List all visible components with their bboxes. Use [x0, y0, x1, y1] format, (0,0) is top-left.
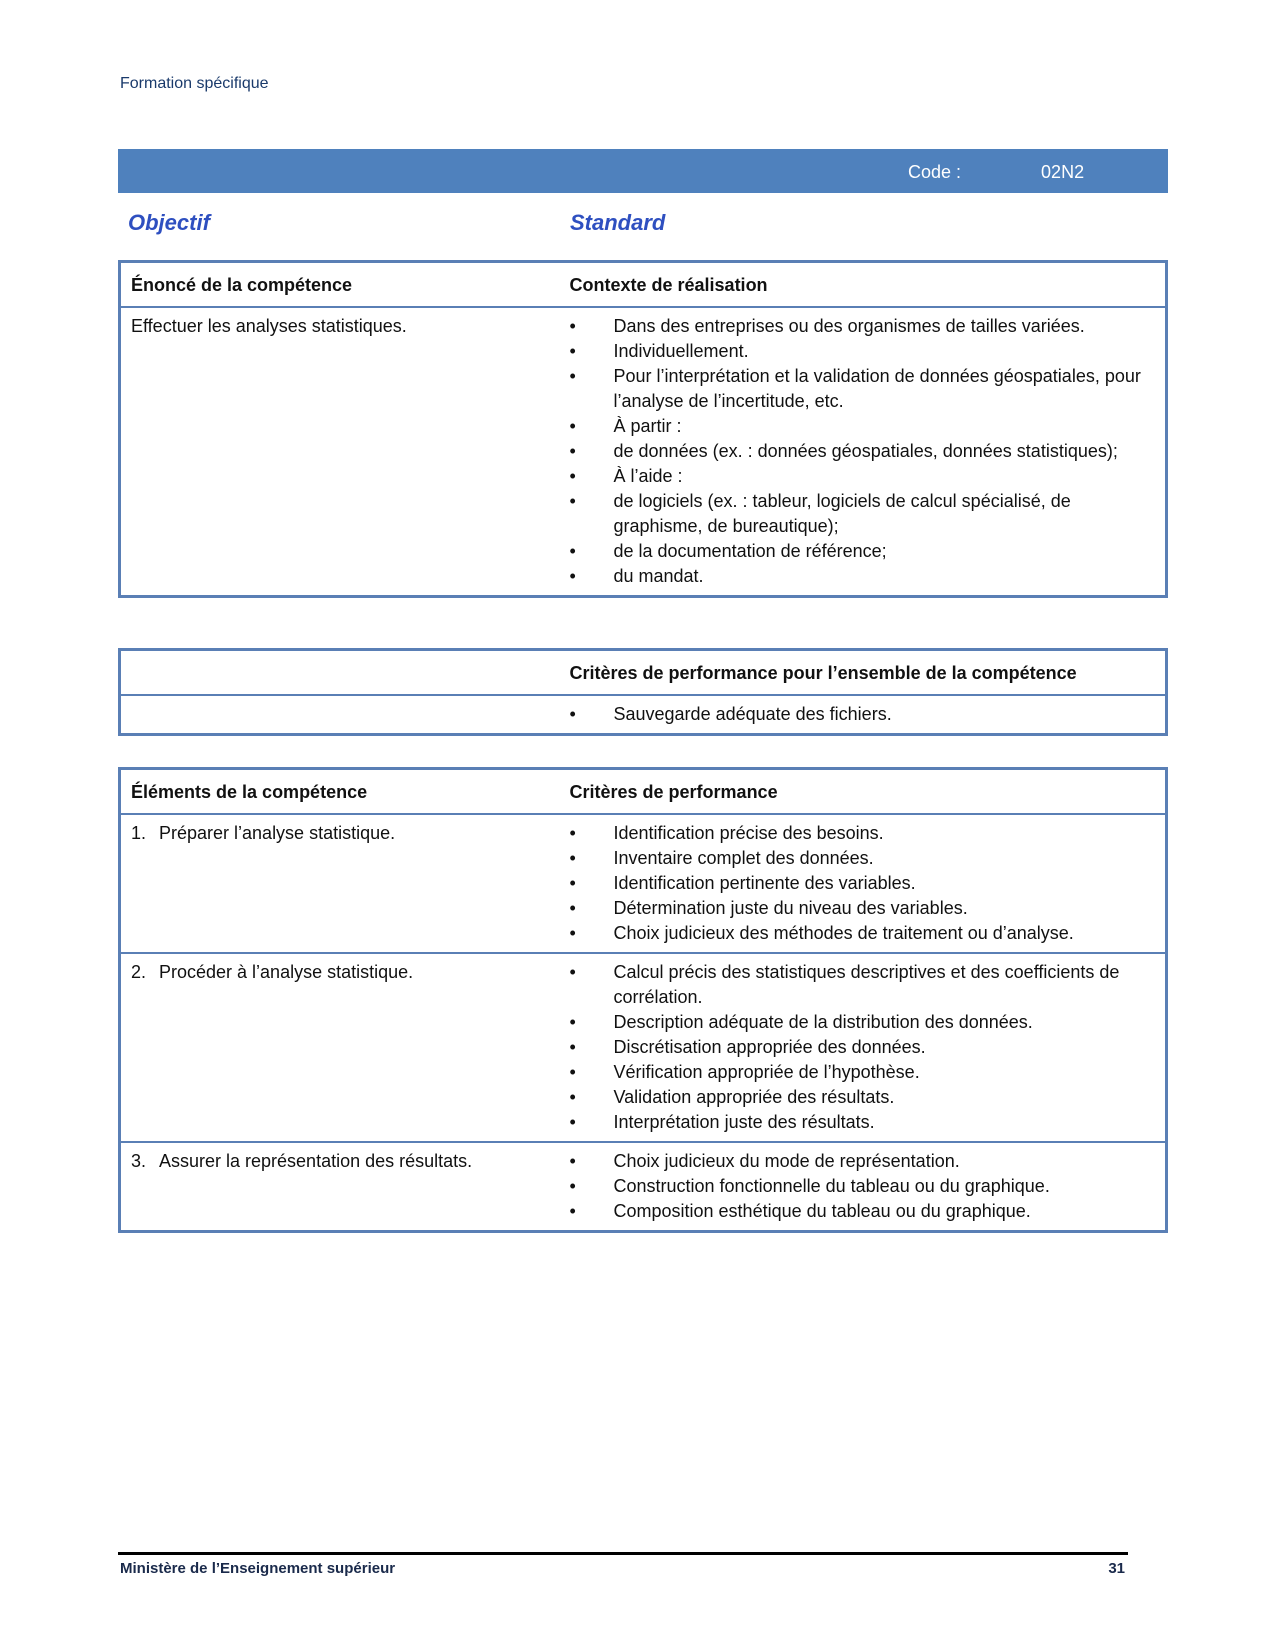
bullet-item: • Individuellement. — [570, 339, 1156, 364]
bullet-item: • Discrétisation appropriée des données. — [570, 1035, 1156, 1060]
context-header: Contexte de réalisation — [560, 262, 1167, 308]
context-list — [570, 314, 1156, 589]
objectif-heading: Objectif — [128, 210, 210, 235]
bullet-item: • Identification précise des besoins. — [570, 821, 1156, 846]
competence-context-table — [118, 260, 1168, 598]
element-row — [120, 814, 1167, 953]
bullet-item: • Sauvegarde adéquate des fichiers. — [570, 702, 1156, 727]
criteria-list — [570, 960, 1156, 1135]
footer — [120, 1560, 1125, 1577]
bullet-item: • Composition esthétique du tableau ou du graphique. — [570, 1199, 1156, 1224]
bullet-item: • Identification pertinente des variables. — [570, 871, 1156, 896]
code-label: Code : — [908, 162, 962, 182]
overall-criteria-cell — [560, 695, 1167, 735]
element-text: Procéder à l’analyse statistique. — [159, 962, 414, 982]
criteria-list — [570, 1149, 1156, 1224]
elements-header: Éléments de la compétence — [120, 769, 560, 815]
element-text: Préparer l’analyse statistique. — [159, 823, 396, 843]
criteria-cell — [560, 953, 1167, 1142]
element-cell — [120, 814, 560, 953]
bullet-item: • de données (ex. : données géospatiales, données statistiques); — [570, 439, 1156, 464]
bullet-item: • Dans des entreprises ou des organismes de tailles variées. — [570, 314, 1156, 339]
bullet-item: • Détermination juste du niveau des variables. — [570, 896, 1156, 921]
criteria-header: Critères de performance — [560, 769, 1167, 815]
bullet-item: • Pour l’interprétation et la validation de données géospatiales, pour l’analyse de l’incertitude, etc. — [570, 364, 1156, 414]
element-text: Assurer la représentation des résultats. — [159, 1151, 473, 1171]
standard-heading: Standard — [570, 210, 666, 235]
overall-criteria-header: Critères de performance pour l’ensemble de la compétence — [560, 650, 1167, 696]
criteria-cell — [560, 1142, 1167, 1232]
overall-criteria-empty-cell — [120, 650, 560, 696]
bullet-item: • du mandat. — [570, 564, 1156, 589]
code-bar — [118, 149, 1168, 193]
bullet-item: • de logiciels (ex. : tableur, logiciels de calcul spécialisé, de graphisme, de bureautique); — [570, 489, 1156, 539]
section-labels — [128, 210, 1168, 240]
criteria-list — [570, 821, 1156, 946]
code-field — [908, 162, 1084, 183]
element-cell — [120, 953, 560, 1142]
criteria-cell — [560, 814, 1167, 953]
bullet-item: • Calcul précis des statistiques descriptives et des coefficients de corrélation. — [570, 960, 1156, 1010]
bullet-item: • Interprétation juste des résultats. — [570, 1110, 1156, 1135]
context-list-cell — [560, 307, 1167, 597]
overall-criteria-table — [118, 648, 1168, 736]
footer-rule — [118, 1552, 1128, 1555]
competence-statement: Effectuer les analyses statistiques. — [131, 316, 407, 336]
overall-criteria-list — [570, 702, 1156, 727]
element-cell — [120, 1142, 560, 1232]
bullet-item: • Choix judicieux des méthodes de traitement ou d’analyse. — [570, 921, 1156, 946]
page-number: 31 — [1108, 1560, 1125, 1577]
element-number: 3. — [131, 1151, 147, 1171]
bullet-item: • Inventaire complet des données. — [570, 846, 1156, 871]
bullet-item: • Construction fonctionnelle du tableau ou du graphique. — [570, 1174, 1156, 1199]
bullet-item: • Description adéquate de la distribution des données. — [570, 1010, 1156, 1035]
code-value: 02N2 — [1041, 162, 1085, 182]
running-header: Formation spécifique — [120, 75, 269, 92]
element-row — [120, 1142, 1167, 1232]
element-number: 1. — [131, 823, 147, 843]
overall-criteria-empty-cell — [120, 695, 560, 735]
element-number: 2. — [131, 962, 147, 982]
bullet-item: • Validation appropriée des résultats. — [570, 1085, 1156, 1110]
footer-ministry: Ministère de l’Enseignement supérieur — [120, 1560, 396, 1577]
element-row — [120, 953, 1167, 1142]
context-subheading: • À partir : — [570, 414, 1156, 439]
competence-statement-header: Énoncé de la compétence — [120, 262, 560, 308]
context-subheading: • À l’aide : — [570, 464, 1156, 489]
elements-criteria-table — [118, 767, 1168, 1233]
bullet-item: • Vérification appropriée de l’hypothèse. — [570, 1060, 1156, 1085]
bullet-item: • Choix judicieux du mode de représentation. — [570, 1149, 1156, 1174]
bullet-item: • de la documentation de référence; — [570, 539, 1156, 564]
